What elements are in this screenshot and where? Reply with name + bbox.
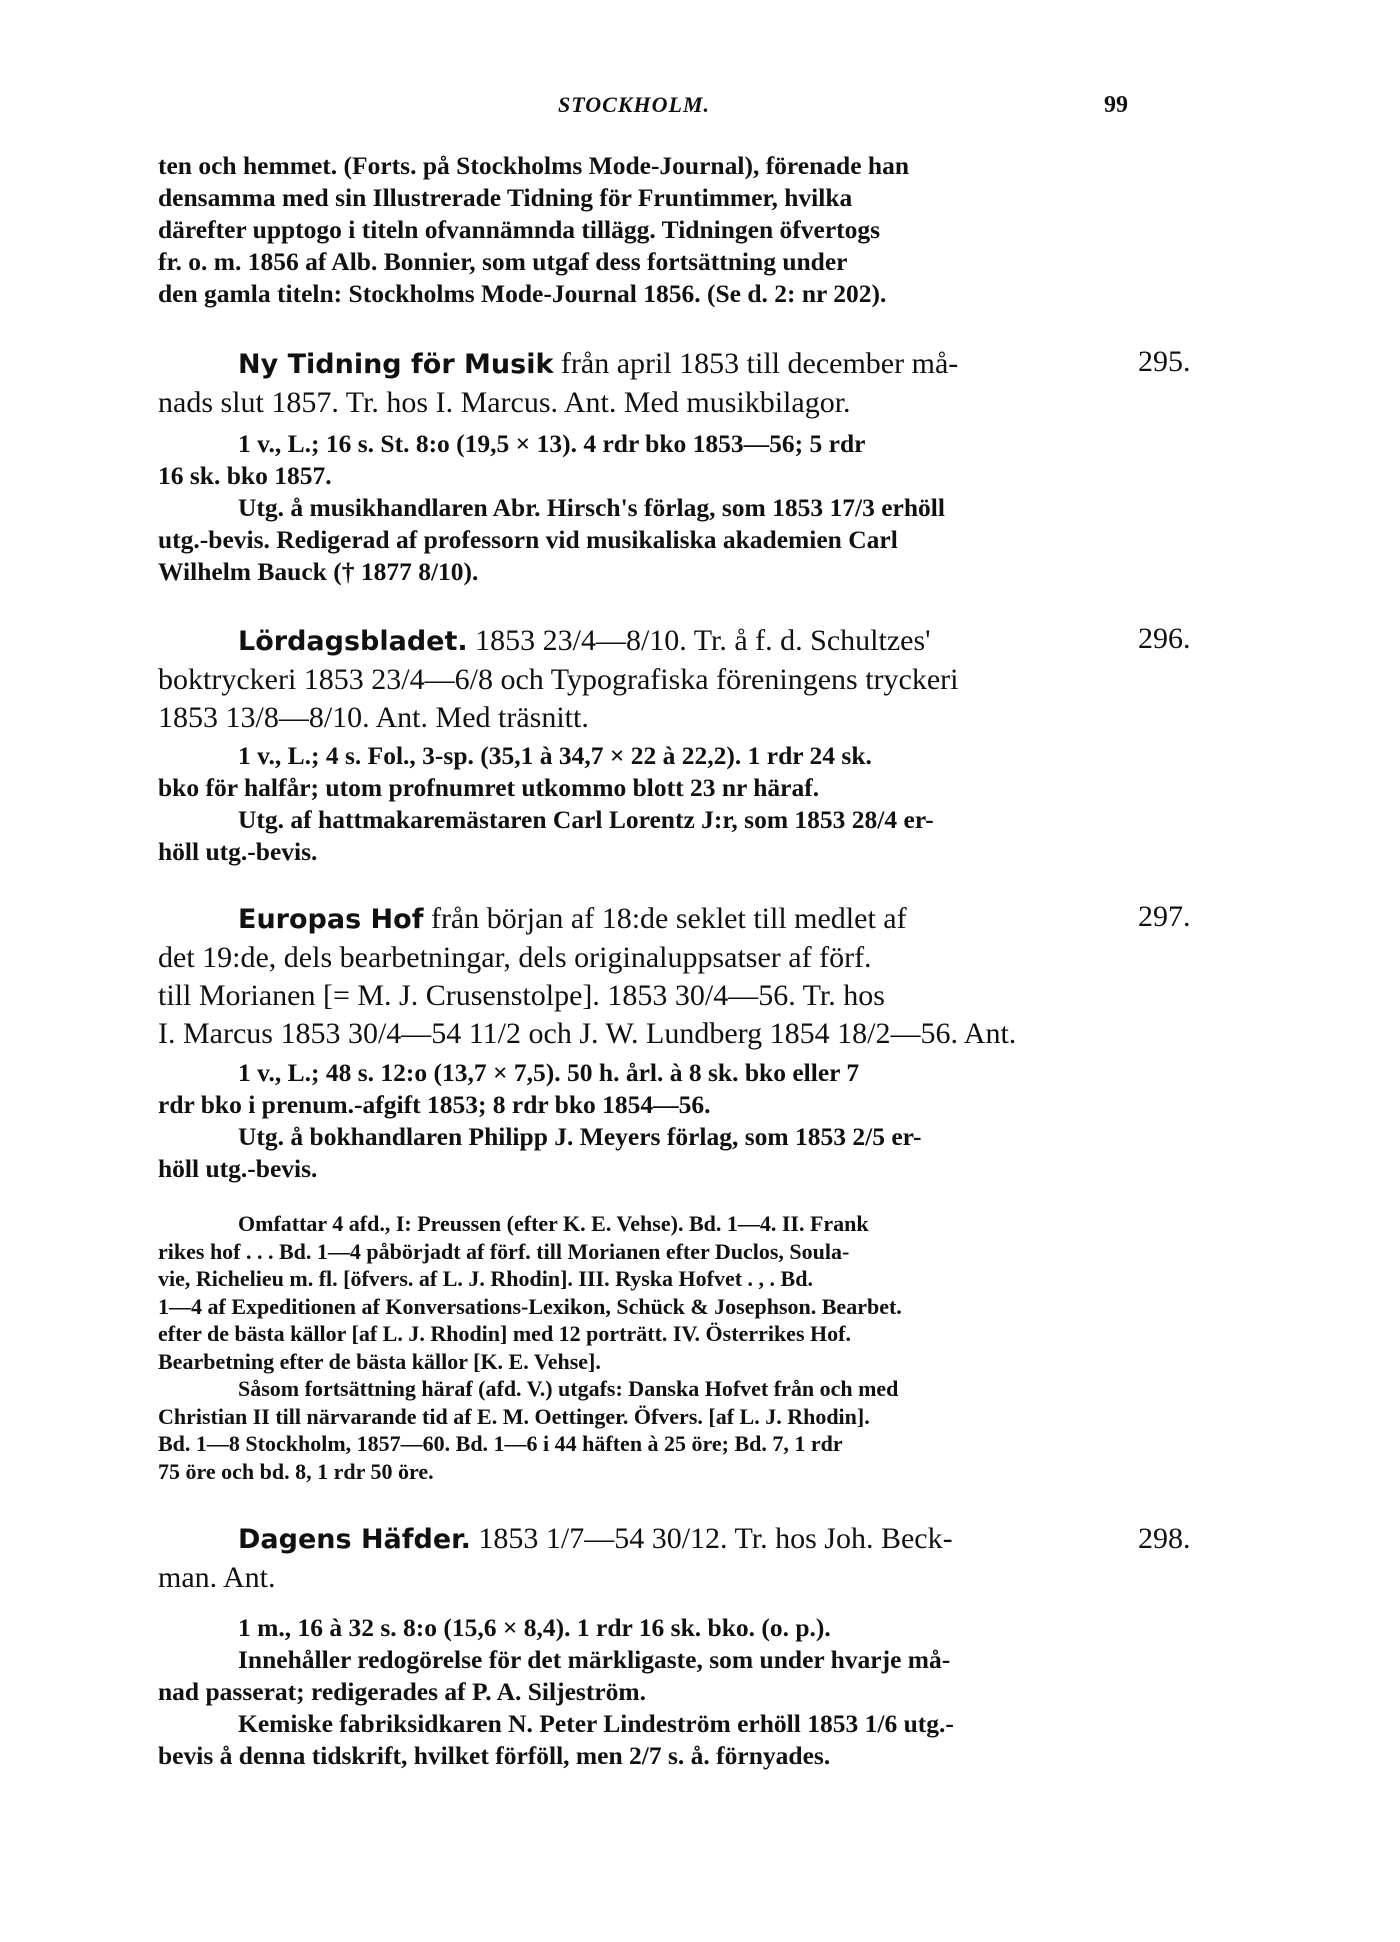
text-line: 1 v., L.; 48 s. 12:o (13,7 × 7,5). 50 h. årl. à 8 sk. bko eller 7 — [238, 1058, 860, 1087]
note-line: rikes hof . . . Bd. 1—4 påbörjadt af förf. till Morianen efter Duclos, Soula- — [158, 1238, 850, 1264]
note-line: Omfattar 4 afd., I: Preussen (efter K. E. Vehse). Bd. 1—4. II. Frank — [238, 1211, 869, 1236]
text-line: bevis å denna tidskrift, hvilket förföll, men 2/7 s. å. förnyades. — [158, 1741, 831, 1770]
text-line: nads slut 1857. Tr. hos I. Marcus. Ant. Med musikbilagor. — [158, 386, 851, 419]
entry-title-rest: 1853 1/7—54 30/12. Tr. hos Joh. Beck- — [470, 1522, 953, 1555]
note-line: vie, Richelieu m. fl. [öfvers. af L. J. Rhodin]. III. Ryska Hofvet . , . Bd. — [158, 1266, 813, 1291]
entry-details — [158, 1057, 1128, 1185]
text-line: ten och hemmet. (Forts. på Stockholms Mode-Journal), förenade han — [158, 151, 910, 180]
entry-title: Lördagsbladet. — [238, 626, 468, 657]
entry-details — [158, 428, 1128, 588]
text-line: 1 v., L.; 16 s. St. 8:o (19,5 × 13). 4 rdr bko 1853—56; 5 rdr — [238, 429, 866, 458]
text-line: Utg. å musikhandlaren Abr. Hirsch's förlag, som 1853 17/3 erhöll — [238, 493, 945, 522]
note-line: Bd. 1—8 Stockholm, 1857—60. Bd. 1—6 i 44 häften à 25 öre; Bd. 7, 1 rdr — [158, 1431, 843, 1456]
text-line: Innehåller redogörelse för det märkligaste, som under hvarje må- — [238, 1645, 951, 1674]
text-line: rdr bko i prenum.-afgift 1853; 8 rdr bko 1854—56. — [158, 1090, 711, 1119]
note-line: Såsom fortsättning häraf (afd. V.) utgafs: Danska Hofvet från och med — [238, 1376, 899, 1401]
text-line: I. Marcus 1853 30/4—54 11/2 och J. W. Lundberg 1854 18/2—56. Ant. — [158, 1017, 1017, 1050]
text-line: det 19:de, dels bearbetningar, dels originaluppsatser af förf. — [158, 941, 872, 974]
entry-title: Dagens Häfder. — [238, 1524, 471, 1555]
note-line: Christian II till närvarande tid af E. M. Oettinger. Öfvers. [af L. J. Rhodin]. — [158, 1403, 870, 1429]
entry-heading — [158, 1520, 1128, 1597]
text-line: nad passerat; redigerades af P. A. Siljeström. — [158, 1677, 647, 1706]
text-line: utg.-bevis. Redigerad af professorn vid musikaliska akademien Carl — [158, 525, 898, 554]
text-line: fr. o. m. 1856 af Alb. Bonnier, som utgaf dess fortsättning under — [158, 247, 848, 276]
entry-heading — [158, 345, 1128, 422]
entry-notes — [158, 1210, 1128, 1485]
text-line: densamma med sin Illustrerade Tidning för Fruntimmer, hvilka — [158, 183, 853, 212]
entry-details — [158, 1612, 1128, 1772]
text-line: Wilhelm Bauck († 1877 8/10). — [158, 557, 479, 586]
entry-number: 296. — [1138, 622, 1191, 655]
entry-title: Europas Hof — [238, 904, 424, 935]
entry-number: 297. — [1138, 900, 1191, 933]
entry-heading — [158, 622, 1128, 737]
running-head: STOCKHOLM. — [558, 92, 711, 117]
entry-details — [158, 740, 1128, 868]
text-line: bko för halfår; utom profnumret utkommo blott 23 nr häraf. — [158, 773, 820, 802]
page-number: 99 — [1104, 92, 1128, 118]
text-line: 1853 13/8—8/10. Ant. Med träsnitt. — [158, 701, 589, 734]
continuation-paragraph — [158, 150, 1128, 310]
text-line: 16 sk. bko 1857. — [158, 461, 332, 490]
text-line: man. Ant. — [158, 1561, 276, 1594]
text-line: höll utg.-bevis. — [158, 1154, 318, 1183]
entry-number: 295. — [1138, 345, 1191, 378]
entry-title-rest: 1853 23/4—8/10. Tr. å f. d. Schultzes' — [467, 624, 931, 657]
text-line: Utg. af hattmakaremästaren Carl Lorentz J:r, som 1853 28/4 er- — [238, 805, 934, 834]
note-line: efter de bästa källor [af L. J. Rhodin] med 12 porträtt. IV. Österrikes Hof. — [158, 1321, 851, 1346]
entry-title: Ny Tidning för Musik — [238, 349, 554, 380]
text-line: boktryckeri 1853 23/4—6/8 och Typografiska föreningens tryckeri — [158, 663, 959, 696]
note-line: 1—4 af Expeditionen af Konversations-Lexikon, Schück & Josephson. Bearbet. — [158, 1293, 902, 1319]
page-header — [158, 92, 1128, 128]
note-line: Bearbetning efter de bästa källor [K. E. Vehse]. — [158, 1348, 601, 1374]
entry-heading — [158, 900, 1128, 1053]
text-line: 1 v., L.; 4 s. Fol., 3-sp. (35,1 à 34,7 × 22 à 22,2). 1 rdr 24 sk. — [238, 741, 872, 770]
text-line: den gamla titeln: Stockholms Mode-Journal 1856. (Se d. 2: nr 202). — [158, 279, 887, 308]
text-line: till Morianen [= M. J. Crusenstolpe]. 1853 30/4—56. Tr. hos — [158, 979, 885, 1012]
text-line: Utg. å bokhandlaren Philipp J. Meyers förlag, som 1853 2/5 er- — [238, 1122, 922, 1151]
entry-number: 298. — [1138, 1522, 1191, 1555]
entry-title-rest: från april 1853 till december må- — [553, 347, 959, 380]
text-line: Kemiske fabriksidkaren N. Peter Lindeström erhöll 1853 1/6 utg.- — [238, 1709, 954, 1738]
note-line: 75 öre och bd. 8, 1 rdr 50 öre. — [158, 1458, 434, 1484]
text-line: 1 m., 16 à 32 s. 8:o (15,6 × 8,4). 1 rdr 16 sk. bko. (o. p.). — [238, 1613, 831, 1642]
text-line: höll utg.-bevis. — [158, 837, 318, 866]
text-line: därefter upptogo i titeln ofvannämnda tillägg. Tidningen öfvertogs — [158, 215, 881, 244]
entry-title-rest: från början af 18:de seklet till medlet af — [423, 902, 907, 935]
